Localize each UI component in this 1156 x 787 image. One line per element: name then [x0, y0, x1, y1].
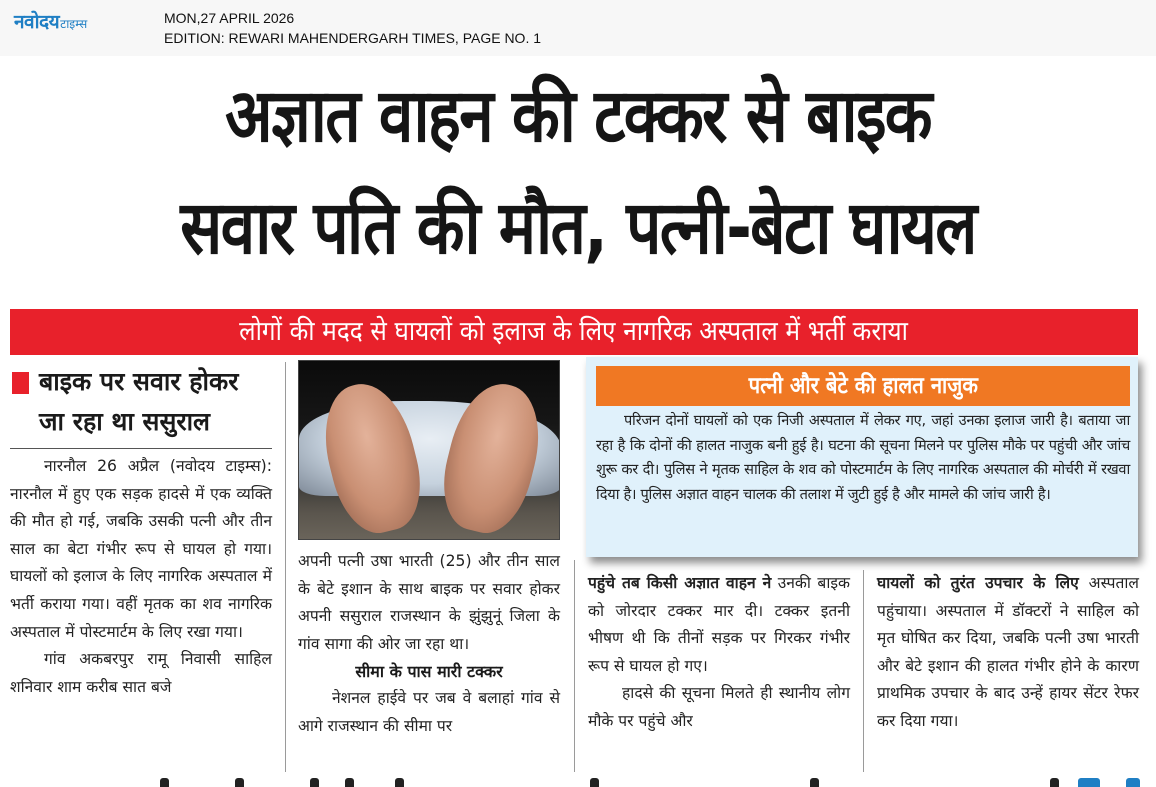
- article-column-1: [10, 362, 272, 701]
- paragraph-rest: उनकी बाइक को जोरदार टक्कर मार दी। टक्कर इतनी भीषण थी कि तीनों सड़क पर गिरकर गंभीर रूप से घायल हो गए।: [588, 574, 850, 675]
- news-photo: [298, 360, 560, 540]
- paragraph: हादसे की सूचना मिलते ही स्थानीय लोग मौके पर पहुंचे और: [588, 684, 850, 730]
- headline-line-1: अज्ञात वाहन की टक्कर से बाइक: [225, 73, 931, 159]
- paragraph: [877, 570, 1139, 736]
- main-headline: [0, 72, 1156, 284]
- column-4-body: [877, 570, 1139, 736]
- cutoff-glyph: [810, 778, 819, 787]
- paragraph: नारनौल 26 अप्रैल (नवोदय टाइम्स): नारनौल में हुए एक सड़क हादसे में एक व्यक्ति की मौत हो गई, जबकि उसकी पत्नी और तीन साल का बेटा गंभीर रूप से घायल हो गया। घायलों को इलाज के लिए नागरिक अस्पताल में भर्ती कराया गया। वहीं मृतक का शव नागरिक अस्पताल में पोस्टमार्टम के लिए रखा गया।: [10, 457, 272, 641]
- column-subheadline: [10, 362, 272, 449]
- box-title: [596, 366, 1130, 406]
- headline-line-2: सवार पति की मौत, पत्नी-बेटा घायल: [180, 185, 976, 271]
- paragraph-rest: अस्पताल पहुंचाया। अस्पताल में डॉक्टरों ने साहिल को मृत घोषित कर दिया, जबकि पत्नी उषा भारती और बेटे इशान की हालत गंभीर होने के कारण प्राथमिक उपचार के बाद उन्हें हायर सेंटर रेफर कर दिया गया।: [877, 574, 1139, 730]
- cutoff-glyph: [590, 778, 599, 787]
- box-body: [596, 409, 1130, 507]
- column-subheadline-text: बाइक पर सवार होकर जा रहा था ससुराल: [39, 367, 239, 436]
- column-1-body: [10, 453, 272, 701]
- column-divider: [285, 362, 286, 772]
- column-divider: [863, 570, 864, 772]
- paragraph: गांव अकबरपुर रामू निवासी साहिल शनिवार शाम करीब सात बजे: [10, 650, 272, 696]
- article-column-2: [298, 360, 560, 741]
- column-divider: [574, 560, 575, 772]
- publication-date: MON,27 APRIL 2026: [164, 10, 295, 26]
- cutoff-glyph: [160, 778, 169, 787]
- edition-meta: [164, 8, 541, 48]
- box-paragraph: परिजन दोनों घायलों को एक निजी अस्पताल में लेकर गए, जहां उनका इलाज जारी है। बताया जा रहा है कि दोनों की हालत नाजुक बनी हुई है। घटना की सूचना मिलने पर पुलिस मौके पर पहुंची और जांच शुरू कर दी। पुलिस ने मृतक साहिल के शव को पोस्टमार्टम के लिए नागरिक अस्पताल की मोर्चरी में रखवा दिया है। पुलिस अज्ञात वाहन चालक की तलाश में जुटी हुई है और मामले की जांच जारी है।: [596, 412, 1130, 503]
- article-column-3: [588, 570, 850, 736]
- sub-headline-strap: [10, 309, 1138, 355]
- newspaper-logo[interactable]: [14, 8, 87, 34]
- cutoff-glyph: [1126, 778, 1140, 787]
- column-2-body: [298, 548, 560, 741]
- cutoff-glyph: [345, 778, 354, 787]
- highlight-box: [586, 357, 1138, 557]
- next-article-cutoff: [0, 776, 1156, 787]
- right-foot-shape: [432, 375, 552, 540]
- paragraph: अपनी पत्नी उषा भारती (25) और तीन साल के बेटे इशान के साथ बाइक पर सवार होकर अपनी ससुराल राजस्थान के झुंझुनूं जिला के गांव सागा की ओर जा रहा था।: [298, 552, 560, 653]
- cutoff-glyph: [1078, 778, 1100, 787]
- cutoff-glyph: [1050, 778, 1059, 787]
- left-foot-shape: [312, 375, 432, 540]
- article-column-4: [877, 570, 1139, 736]
- cutoff-glyph: [310, 778, 319, 787]
- paragraph: [588, 570, 850, 680]
- edition-info: EDITION: REWARI MAHENDERGARH TIMES, PAGE NO. 1: [164, 30, 542, 46]
- bold-lead-in: घायलों को तुरंत उपचार के लिए: [877, 574, 1079, 592]
- strap-text: लोगों की मदद से घायलों को इलाज के लिए नागरिक अस्पताल में भर्ती कराया: [239, 316, 909, 347]
- logo-main-text: नवोदय: [14, 11, 60, 33]
- masthead-bar: [0, 0, 1156, 56]
- cutoff-glyph: [395, 778, 404, 787]
- paragraph: नेशनल हाईवे पर जब वे बलाहां गांव से आगे राजस्थान की सीमा पर: [298, 689, 560, 735]
- box-title-text: पत्नी और बेटे की हालत नाजुक: [748, 373, 978, 399]
- bold-lead-in: पहुंचे तब किसी अज्ञात वाहन ने: [588, 574, 772, 592]
- column-3-body: [588, 570, 850, 736]
- inline-subhead: सीमा के पास मारी टक्कर: [355, 662, 503, 682]
- bullet-square-icon: [12, 372, 29, 394]
- cutoff-glyph: [235, 778, 244, 787]
- logo-sub-text: टाइम्स: [60, 17, 88, 31]
